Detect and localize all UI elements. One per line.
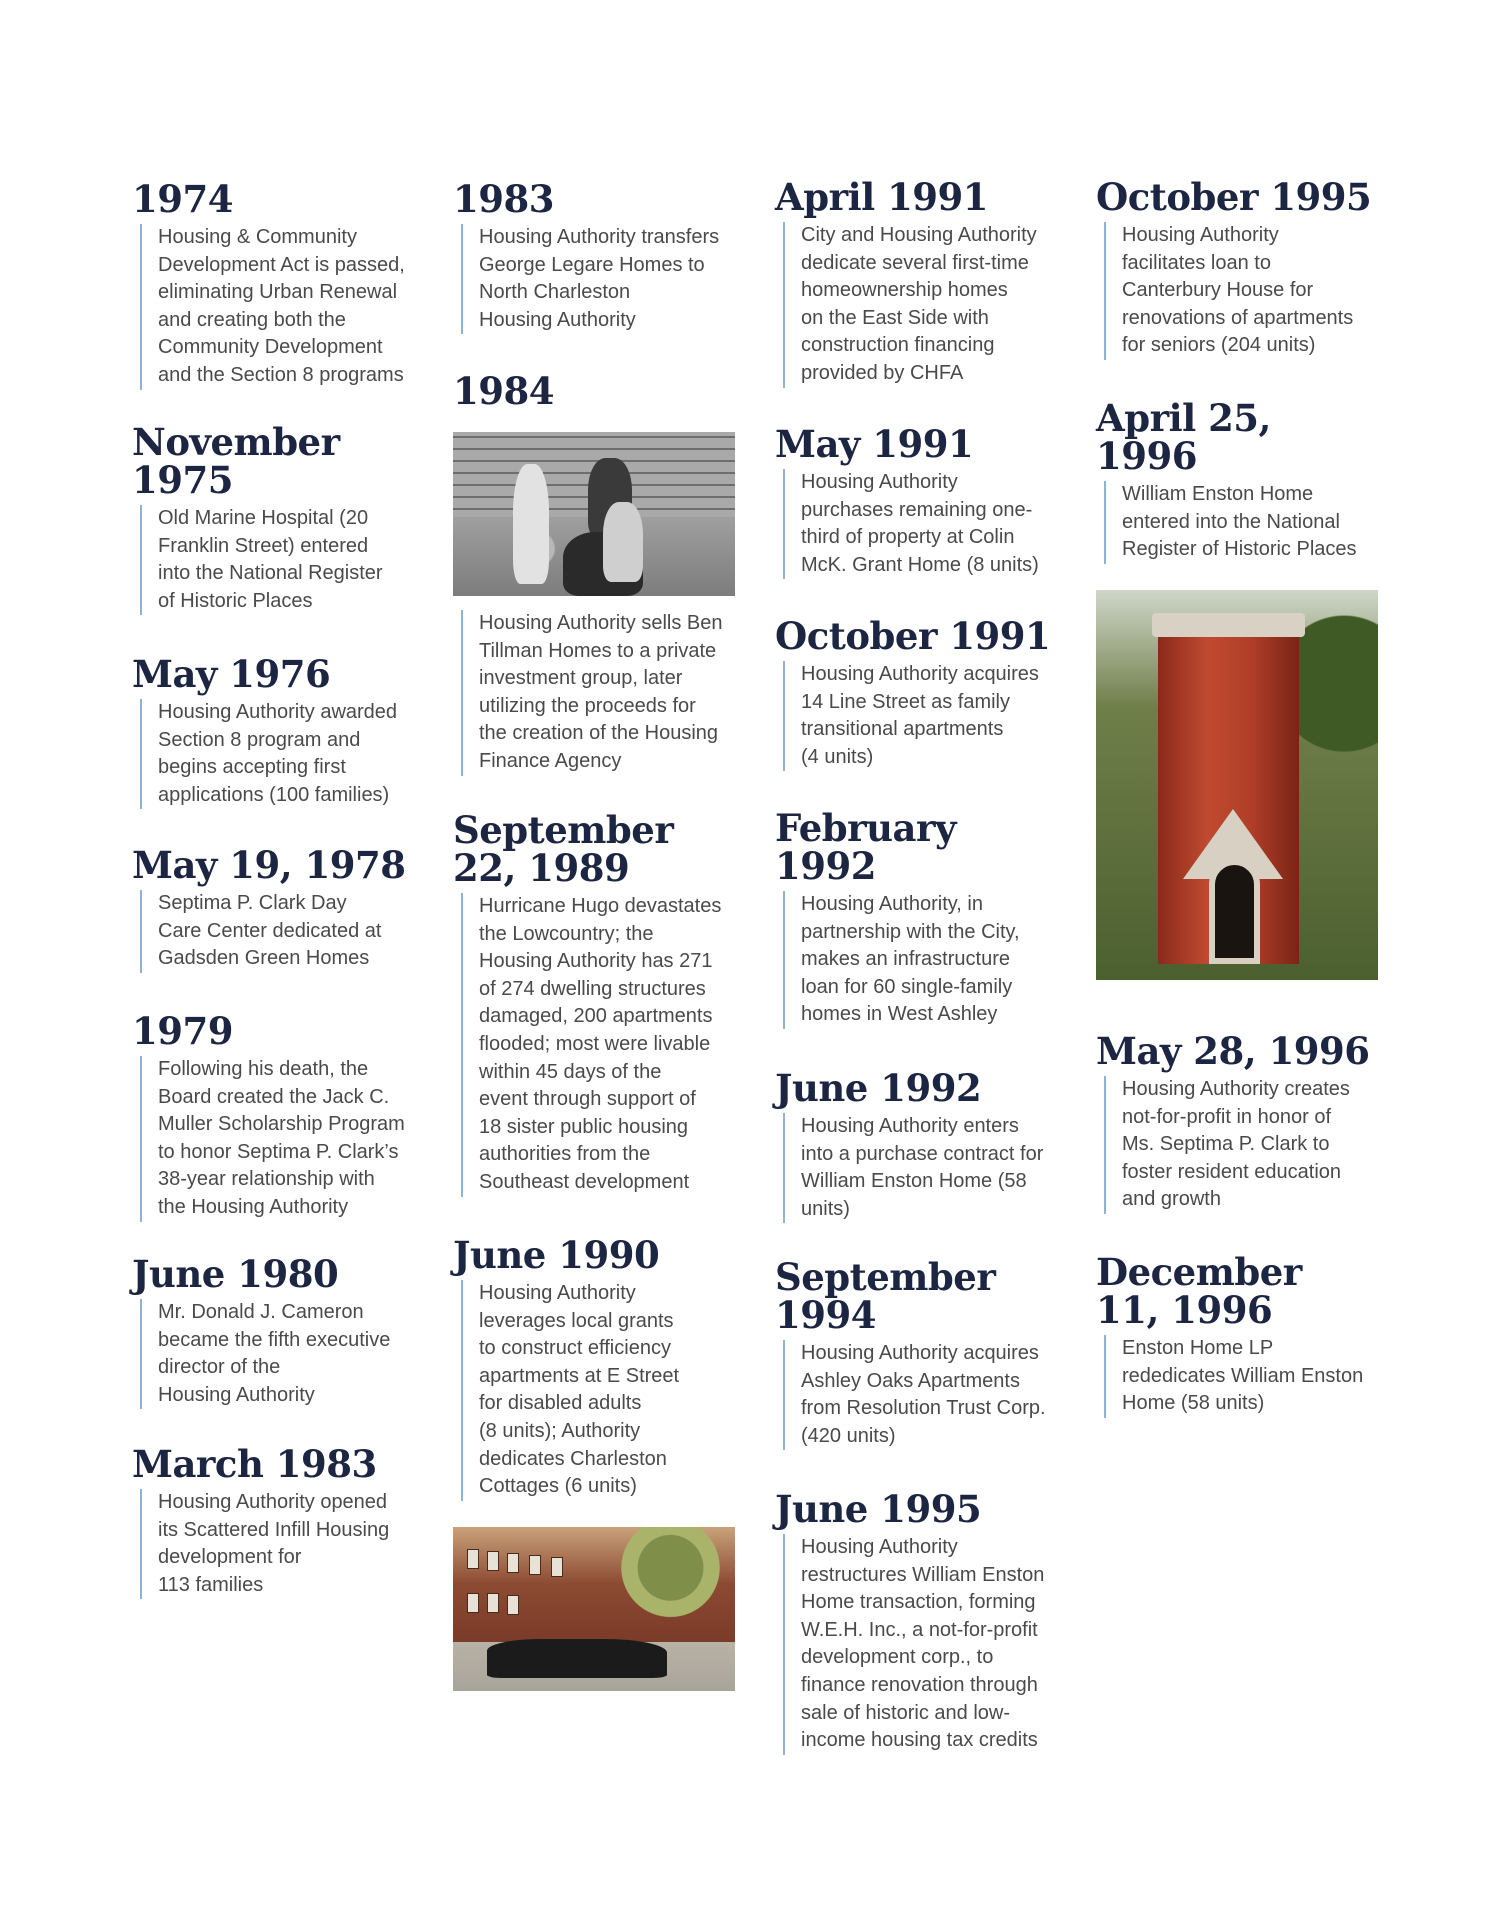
entry-description: Housing Authority restructures William Enston Home transaction, forming W.E.H. Inc., a not-for-profit development corp., to finance renovation through sale of historic and low- income housing tax credits xyxy=(783,1534,1060,1755)
entry-date: May 1976 xyxy=(132,652,331,696)
entry-date: 1984 xyxy=(453,369,554,413)
timeline-entry xyxy=(775,175,1060,388)
timeline-entry xyxy=(453,610,738,776)
entry-description: Enston Home LP rededicates William Enston Home (58 units) xyxy=(1104,1335,1381,1418)
timeline-entry xyxy=(775,422,1060,579)
entry-description: Housing Authority transfers George Legare Homes to North Charleston Housing Authority xyxy=(461,224,738,334)
timeline-entry xyxy=(453,177,738,334)
water-tower-photo xyxy=(1096,590,1378,980)
timeline-entry xyxy=(132,177,417,390)
window-shape xyxy=(507,1595,519,1615)
entry-description: William Enston Home entered into the National Register of Historic Places xyxy=(1104,481,1381,564)
timeline-entry xyxy=(132,652,417,809)
tree-shape xyxy=(617,1527,724,1629)
entry-description: Mr. Donald J. Cameron became the fifth executive director of the Housing Authority xyxy=(140,1299,417,1409)
timeline-entry xyxy=(775,1255,1060,1450)
window-shape xyxy=(467,1549,479,1569)
timeline-entry xyxy=(132,1442,417,1599)
entry-description: Housing Authority creates not-for-profit in honor of Ms. Septima P. Clark to foster resident education and growth xyxy=(1104,1076,1381,1214)
timeline-entry xyxy=(775,614,1060,771)
entry-date: October 1995 xyxy=(1096,175,1372,219)
entry-description: Housing Authority, in partnership with the City, makes an infrastructure loan for 60 single-family homes in West Ashley xyxy=(783,891,1060,1029)
entry-description: Housing Authority awarded Section 8 program and begins accepting first applications (100 families) xyxy=(140,699,417,809)
entry-description: Housing Authority acquires Ashley Oaks Apartments from Resolution Trust Corp. (420 units) xyxy=(783,1340,1060,1450)
entry-description: Housing Authority opened its Scattered Infill Housing development for 113 families xyxy=(140,1489,417,1599)
entry-description: Hurricane Hugo devastates the Lowcountry; the Housing Authority has 271 of 274 dwelling structures damaged, 200 apartments flooded; most were livable within 45 days of the event through support of 18 sister public housing authorities from the Southeast development xyxy=(461,893,738,1197)
entry-date: September 1994 xyxy=(775,1255,996,1337)
entry-description: Housing Authority purchases remaining one- third of property at Colin McK. Grant Home (8 units) xyxy=(783,469,1060,579)
entry-description: Septima P. Clark Day Care Center dedicated at Gadsden Green Homes xyxy=(140,890,417,973)
car-shape xyxy=(487,1639,667,1678)
timeline-entry xyxy=(132,1252,417,1409)
timeline-entry xyxy=(453,808,738,1197)
timeline-entry xyxy=(1096,1029,1381,1214)
entry-description: Following his death, the Board created the Jack C. Muller Scholarship Program to honor Septima P. Clark’s 38-year relationship with the Housing Authority xyxy=(140,1056,417,1222)
entry-date: May 28, 1996 xyxy=(1096,1029,1370,1073)
entry-date: June 1980 xyxy=(132,1252,339,1296)
window-shape xyxy=(507,1553,519,1573)
entry-description: Housing Authority acquires 14 Line Street as family transitional apartments (4 units) xyxy=(783,661,1060,771)
entry-date: April 1991 xyxy=(775,175,989,219)
entry-description: Housing & Community Development Act is passed, eliminating Urban Renewal and creating both the Community Development and the Section 8 programs xyxy=(140,224,417,390)
apartments-photo xyxy=(453,1527,735,1691)
window-shape xyxy=(487,1593,499,1613)
tower-cap-shape xyxy=(1152,613,1304,636)
entry-date: 1979 xyxy=(132,1009,233,1053)
entry-date: December 11, 1996 xyxy=(1096,1250,1302,1332)
timeline-entry xyxy=(775,1066,1060,1223)
entry-description: Old Marine Hospital (20 Franklin Street) entered into the National Register of Historic Places xyxy=(140,505,417,615)
window-shape xyxy=(467,1593,479,1613)
entry-date: June 1995 xyxy=(775,1487,982,1531)
entry-description: Housing Authority leverages local grants to construct efficiency apartments at E Street for disabled adults (8 units); Authority dedicates Charleston Cottages (6 units) xyxy=(461,1280,738,1501)
entry-date: 1974 xyxy=(132,177,233,221)
entry-date: February 1992 xyxy=(775,806,957,888)
entry-date: June 1990 xyxy=(453,1233,660,1277)
timeline-entry xyxy=(775,1487,1060,1755)
timeline-entry xyxy=(453,369,738,413)
window-shape xyxy=(551,1557,563,1577)
child-figure xyxy=(513,464,549,584)
tree-leaves-shape xyxy=(1293,590,1378,824)
entry-date: April 25, 1996 xyxy=(1096,396,1271,478)
timeline-entry xyxy=(1096,175,1381,360)
timeline-entry xyxy=(132,843,417,973)
entry-date: 1983 xyxy=(453,177,554,221)
entry-date: June 1992 xyxy=(775,1066,982,1110)
child-figure xyxy=(603,502,643,582)
entry-date: October 1991 xyxy=(775,614,1051,658)
entry-description: Housing Authority enters into a purchase contract for William Enston Home (58 units) xyxy=(783,1113,1060,1223)
entry-description: Housing Authority facilitates loan to Canterbury House for renovations of apartments for seniors (204 units) xyxy=(1104,222,1381,360)
entry-description: City and Housing Authority dedicate several first-time homeownership homes on the East Side with construction financing provided by CHFA xyxy=(783,222,1060,388)
window-shape xyxy=(487,1551,499,1571)
door-shape xyxy=(1209,859,1260,965)
entry-date: May 19, 1978 xyxy=(132,843,406,887)
entry-date: March 1983 xyxy=(132,1442,377,1486)
window-shape xyxy=(529,1555,541,1575)
entry-date: November 1975 xyxy=(132,420,340,502)
timeline-entry xyxy=(132,1009,417,1222)
timeline-entry xyxy=(132,420,417,615)
entry-description: Housing Authority sells Ben Tillman Homes to a private investment group, later utilizing the proceeds for the creation of the Housing Finance Agency xyxy=(461,610,738,776)
timeline-entry xyxy=(1096,1250,1381,1418)
timeline-entry xyxy=(1096,396,1381,564)
timeline-entry xyxy=(453,1233,738,1501)
timeline-entry xyxy=(775,806,1060,1029)
entry-date: September 22, 1989 xyxy=(453,808,674,890)
children-playing-photo xyxy=(453,432,735,596)
entry-date: May 1991 xyxy=(775,422,974,466)
